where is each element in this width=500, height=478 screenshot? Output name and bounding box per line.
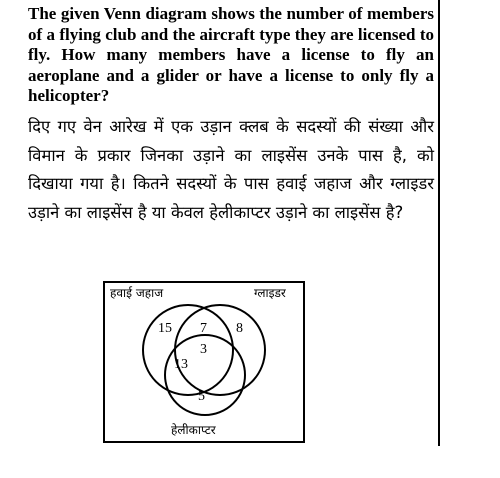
question-hindi: दिए गए वेन आरेख में एक उड़ान क्लब के सदस्यों की संख्या और विमान के प्रकार जिनका उड़ाने का लाइसेंस उनके पास है, को दिखाया गया है। कितने सदस्यों के पास हवाई जहाज और ग्लाइडर उड़ाने का लाइसेंस है या केवल हेलीकाप्टर उड़ाने का लाइसेंस है? [28,117,434,222]
label-aeroplane: हवाई जहाज [110,286,164,300]
region-glider-only: 8 [236,321,243,336]
venn-universal-box [104,282,304,442]
region-aeroplane-glider: 7 [200,321,207,336]
region-aeroplane-only: 15 [158,321,172,336]
label-helicopter: हेलीकाप्टर [171,423,216,437]
region-helicopter-only: 5 [198,389,205,404]
region-aeroplane-helicopter: 13 [174,357,188,372]
label-glider: ग्लाइडर [254,286,286,300]
region-all-three: 3 [200,342,207,357]
question-english: The given Venn diagram shows the number of members of a flying club and the aircraft type they are licensed to fly. How many members have a license to fly an aeroplane and a glider or have a license to only fly a helicopter? [28,4,434,106]
